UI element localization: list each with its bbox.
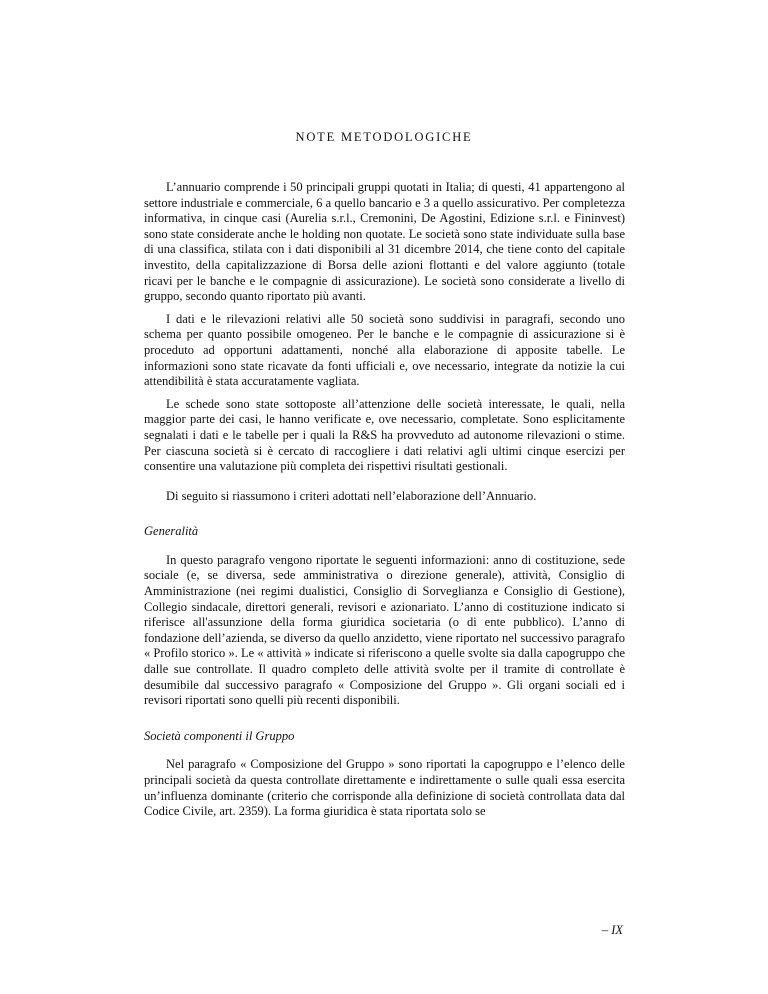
intro-paragraph-3: Le schede sono state sottoposte all’attenzione delle società interessate, le quali, nella maggior parte dei casi, le hanno verificate e, ove necessario, completate. Sono esplicitamente segnalati i dati e le tabelle per i quali la R&S ha provveduto ad autonome rilevazioni o stime. Per ciascuna società si è cercato di raccogliere i dati relativi agli ultimi cinque esercizi per consentire una valutazione più completa dei rispettivi risultati gestionali.: [144, 396, 625, 474]
intro-paragraph-1: L’annuario comprende i 50 principali gruppi quotati in Italia; di questi, 41 appartengono al settore industriale e commerciale, 6 a quello bancario e 3 a quello assicurativo. Per completezza informativa, in cinque casi (Aurelia s.r.l., Cremonini, De Agostini, Edizione s.r.l. e Fininvest) sono state considerate anche le holding non quotate. Le società sono state individuate sulla base di una classifica, stilata con i dati disponibili al 31 dicembre 2014, che tiene conto del capitale investito, della capitalizzazione di Borsa delle azioni flottanti e del valore aggiunto (totale ricavi per le banche e le compagnie di assicurazione). Le società sono considerate a livello di gruppo, secondo quanto riportato più avanti.: [144, 180, 625, 304]
document-body: [144, 180, 625, 827]
section-paragraph-societa-componenti: Nel paragrafo « Composizione del Gruppo » sono riportati la capogruppo e l’elenco delle principali società da questa controllate direttamente e indirettamente o sulle quali essa esercita un’influenza dominante (criterio che corrisponde alla definizione di società controllata data dal Codice Civile, art. 2359). La forma giuridica è stata riportata solo se: [144, 757, 625, 819]
intro-paragraph-4: Di seguito si riassumono i criteri adottati nell’elaborazione dell’Annuario.: [166, 488, 537, 503]
section-heading-generalita: Generalità: [144, 524, 199, 539]
intro-paragraph-2: I dati e le rilevazioni relativi alle 50 società sono suddivisi in paragrafi, secondo uno schema per quanto possibile omogeneo. Per le banche e le compagnie di assicurazione si è proceduto ad opportuni adattamenti, nonché alla elaborazione di apposite tabelle. Le informazioni sono state ricavate da fonti ufficiali e, ove necessario, integrate da notizie la cui attendibilità è stata accuratamente vagliata.: [144, 311, 625, 389]
section-paragraph-generalita: In questo paragrafo vengono riportate le seguenti informazioni: anno di costituzione, sede sociale (e, se diversa, sede amministrativa o direzione generale), attività, Consiglio di Amministrazione (nei regimi dualistici, Consiglio di Sorveglianza e Consiglio di Gestione), Collegio sindacale, direttori generali, revisori e azionariato. L’anno di costituzione indicato si riferisce all'assunzione della forma giuridica societaria (o di ente pubblico). L’anno di fondazione dell’azienda, se diverso da quello anzidetto, viene riportato nel successivo paragrafo « Profilo storico ». Le « attività » indicate si riferiscono a quelle svolte sia dalla capogruppo che dalle sue controllate. Il quadro completo delle attività svolte per il tramite di controllate è desumibile dal successivo paragrafo « Composizione del Gruppo ». Gli organi sociali ed i revisori riportati sono quelli più recenti disponibili.: [144, 552, 625, 708]
page-number: – IX: [601, 923, 623, 937]
section-heading-societa-componenti: Società componenti il Gruppo: [144, 728, 295, 743]
page-title: NOTE METODOLOGICHE: [295, 130, 473, 144]
